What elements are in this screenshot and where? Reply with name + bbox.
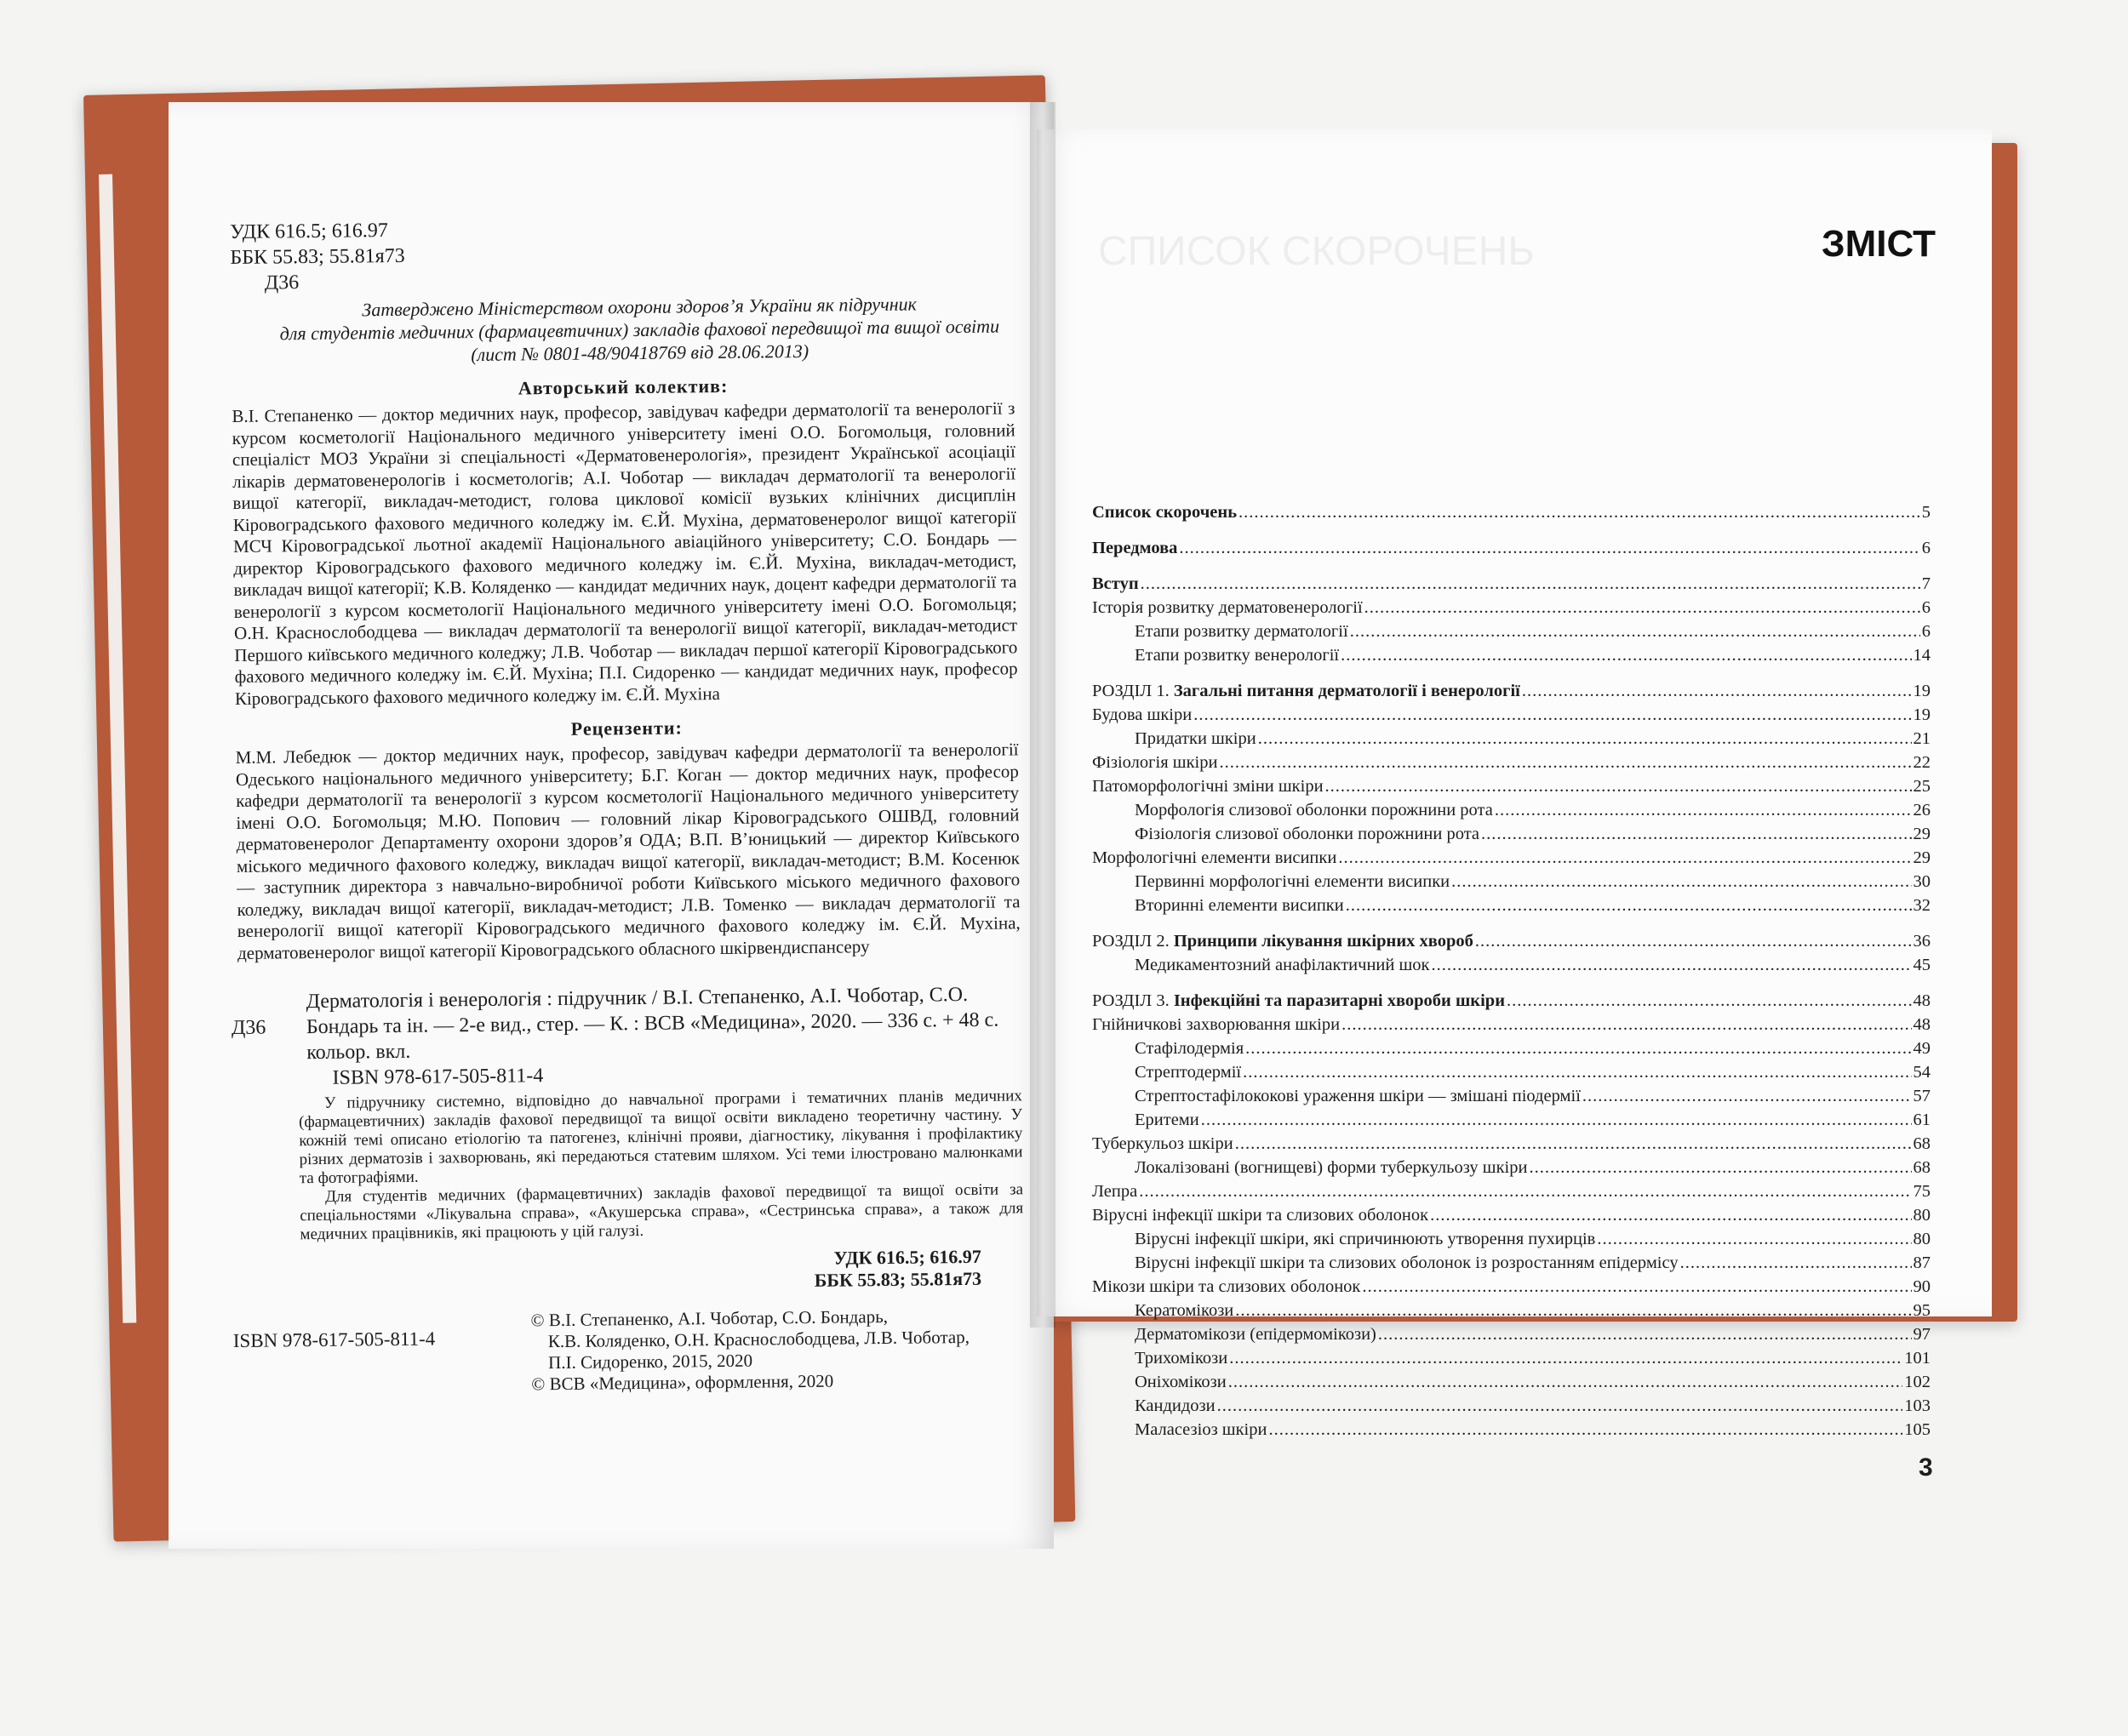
toc-entry-text: Кандидози [1135,1396,1216,1415]
toc-entry-title [1092,989,1505,1013]
bib-description: Дерматологія і венерологія : підручник / В.І. Степаненко, А.І. Чоботар, С.О. Бондарь та ін. — 2-е вид., стер. — К. : ВСВ «Медицина», 2020. — 336 с. + 48 с. кольор. вкл. [306,983,999,1065]
toc-entry-title [1092,1418,1267,1442]
toc-page-number: 36 [1913,932,1931,951]
toc-entry-title [1092,894,1344,917]
toc-entry-title [1092,500,1237,524]
toc-entry-title [1092,1132,1233,1156]
toc-leader-dots [1245,1036,1911,1060]
toc-entry-title [1092,822,1479,846]
author-sign: Д36 [264,271,300,294]
toc-entry-text: Фізіологія шкіри [1092,753,1218,772]
toc-entry [1092,643,1931,667]
toc-entry [1092,727,1931,751]
toc-entry [1092,870,1931,894]
toc-leader-dots [1338,846,1911,870]
toc-leader-dots [1228,1370,1903,1394]
toc-entry-text: Список скорочень [1092,503,1238,522]
toc-entry-title [1092,798,1493,822]
toc-entry [1092,751,1931,774]
toc-entry-text: Еритеми [1135,1111,1199,1129]
toc-leader-dots [1597,1227,1911,1251]
toc-leader-dots [1507,989,1911,1013]
toc-entry [1092,1370,1931,1394]
toc-entry-text: Лепра [1092,1182,1138,1201]
toc-page-number: 48 [1913,991,1931,1010]
toc-entry-text: Етапи розвитку дерматології [1135,622,1348,641]
toc-leader-dots [1451,870,1911,894]
toc-leader-dots [1141,572,1920,596]
toc-entry [1092,536,1931,560]
bib-code: Д36 [231,1016,266,1040]
toc-entry-text: Вірусні інфекції шкіри та слизових оболонок із розростанням епідермісу [1135,1253,1679,1272]
bbk-code-right: ББК 55.83; 55.81я73 [814,1267,982,1291]
toc-entry-text: Стрептостафілококові ураження шкіри — змішані піодермії [1135,1087,1581,1105]
toc-page-number: 101 [1904,1349,1931,1368]
toc-entry-title [1092,1251,1679,1275]
toc-page-number: 80 [1913,1206,1931,1225]
toc-entry-text: Патоморфологічні зміни шкіри [1092,777,1324,796]
toc-entry-title [1092,953,1430,977]
toc-entry [1092,1084,1931,1108]
toc-entry-text: Придатки шкіри [1135,729,1256,748]
toc-page-number: 21 [1913,729,1931,748]
toc-entry-text: Морфологія слизової оболонки порожнини рота [1135,801,1493,819]
toc-entry-text: Стрептодермії [1135,1063,1242,1082]
bib-isbn: ISBN 978-617-505-811-4 [332,1065,544,1089]
toc-entry [1092,1418,1931,1442]
toc-leader-dots [1350,620,1920,643]
toc-leader-dots [1179,536,1919,560]
toc-entry [1092,1132,1931,1156]
copyright-line: © В.І. Степаненко, А.І. Чоботар, С.О. Бондарь, [530,1305,889,1331]
toc-entry-text: Дерматомікози (епідермомікози) [1135,1325,1376,1344]
toc-entry [1092,1108,1931,1132]
toc-entry-text: Передмова [1092,539,1178,557]
toc-entry-title [1092,1036,1244,1060]
toc-entry-title [1092,1322,1376,1346]
toc-entry-title [1092,774,1324,798]
toc-entry-title [1092,572,1139,596]
toc-entry-title [1092,1346,1227,1370]
toc-leader-dots [1201,1108,1912,1132]
toc-entry [1092,774,1931,798]
toc-entry-title [1092,1370,1227,1394]
toc-entry-title [1092,929,1473,953]
reviewers-heading: Рецензенти: [570,717,683,740]
toc-entry-text: Етапи розвитку венерології [1135,646,1340,665]
toc-leader-dots [1475,929,1912,953]
toc-chapter-prefix: РОЗДІЛ 1. [1092,682,1174,700]
toc-page-number: 49 [1913,1039,1931,1058]
isbn: ISBN 978-617-505-811-4 [232,1328,436,1352]
toc-leader-dots [1522,679,1912,703]
toc-entry [1092,1394,1931,1418]
toc-page-number: 90 [1913,1277,1931,1296]
toc-entry-title [1092,1227,1595,1251]
toc-entry-title [1092,846,1336,870]
toc-entry [1092,679,1931,703]
toc-entry [1092,1227,1931,1251]
annotation-text: У підручнику системно, відповідно до навчальної програми і тематичних планів медичних (фармацевтичних) закладів фахової передвищої та вищої освіти викладено теоретичну частину. У кожній темі описано етіологію та патогенез, клінічні прояви, діагностику, лікування і профілактику різних дерматозів і захворювань, які передаються статевим шляхом. Усі теми ілюстровано малюнками та фотографіями. [299,1087,1023,1188]
page-number: 3 [1919,1453,1933,1482]
copyright-line: П.І. Сидоренко, 2015, 2020 [547,1350,753,1373]
toc-page-number: 22 [1913,753,1931,772]
toc-page-number: 103 [1904,1396,1931,1415]
classification-block [230,211,1014,296]
toc-entry-title [1092,1179,1137,1203]
toc-entry-text: Локалізовані (вогнищеві) форми туберкульозу шкіри [1135,1158,1528,1177]
toc-entry [1092,822,1931,846]
toc-entry-title [1092,1156,1527,1179]
toc-leader-dots [1193,703,1911,727]
toc-page-number: 30 [1913,872,1931,891]
bbk-code: ББК 55.83; 55.81я73 [230,244,405,269]
toc-page-number: 19 [1913,682,1931,700]
toc-page-number: 102 [1904,1373,1931,1391]
approval-note [265,291,1015,368]
toc-entry-text: Маласезіоз шкіри [1135,1420,1267,1439]
toc-leader-dots [1495,798,1912,822]
bibliographic-record [231,981,1021,1092]
toc-entry-text: Вірусні інфекції шкіри та слизових оболонок [1092,1206,1429,1225]
toc-entry [1092,572,1931,596]
toc-entry-title [1092,751,1217,774]
toc-page-number: 48 [1913,1015,1931,1034]
toc-entry [1092,1203,1931,1227]
toc-entry [1092,620,1931,643]
toc-entry [1092,953,1931,977]
approval-line: для студентів медичних (фармацевтичних) закладів фахової передвищої та вищої освіти [279,315,1000,345]
toc-entry-title [1092,1299,1233,1322]
toc-page-number: 29 [1913,848,1931,867]
toc-entry-text: Принципи лікування шкірних хвороб [1173,932,1473,951]
toc-entry-title [1092,1108,1199,1132]
reviewers-text: М.М. Лебедюк — доктор медичних наук, професор, завідувач кафедри дерматології та венерології Одеського національного медичного університету; Б.Г. Коган — доктор медичних наук, професор кафедри дерматології та венерології з курсом косметології Національного медичного університету імені О.О. Богомольця; М.Ю. Попович — головний лікар Кіровоградського ОШВД, головний дерматовенеролог Департаменту охорони здоров’я ОДА; В.П. В’юницький — директор Київського міського медичного фахового коледжу, викладач вищої категорії, викладач-методист; В.М. Косенюк — заступник директора з навчально-виробничої роботи Київського міського медичного фахового коледжу, викладач вищої категорії, викладач-методист; Л.В. Томенко — викладач дерматології та венерології вищої категорії Кіровоградського медичного фахового коледжу ім. Є.Й. Мухіна, дерматовенеролог вищої категорії Кіровоградського обласного шкірвендиспансеру [235,739,1021,963]
toc-entry [1092,846,1931,870]
toc-entry [1092,1322,1931,1346]
toc-leader-dots [1430,1203,1911,1227]
toc-leader-dots [1243,1060,1911,1084]
copyright-block [232,1305,1025,1398]
toc-leader-dots [1139,1179,1911,1203]
toc-leader-dots [1346,894,1912,917]
toc-leader-dots [1235,1299,1911,1322]
toc-entry [1092,929,1931,953]
toc-leader-dots [1325,774,1912,798]
toc-leader-dots [1378,1322,1912,1346]
toc-entry [1092,1299,1931,1322]
toc-page-number: 14 [1913,646,1931,665]
toc-page-number: 25 [1913,777,1931,796]
toc-page-number: 68 [1913,1158,1931,1177]
toc-entry-text: Морфологічні елементи висипки [1092,848,1337,867]
udk-code-right: УДК 616.5; 616.97 [833,1245,981,1269]
toc-entry-text: Фізіологія слизової оболонки порожнини рота [1135,825,1480,843]
toc-entry-text: Туберкульоз шкіри [1092,1134,1233,1153]
toc-page-number: 45 [1913,956,1931,974]
toc-page-number: 75 [1913,1182,1931,1201]
toc-entry-text: Мікози шкіри та слизових оболонок [1092,1277,1361,1296]
toc-entry-title [1092,1203,1428,1227]
toc-page-number: 80 [1913,1230,1931,1248]
toc-leader-dots [1217,1394,1903,1418]
toc-entry [1092,1036,1931,1060]
toc-leader-dots [1219,751,1911,774]
toc-leader-dots [1341,643,1911,667]
toc-entry-text: Гнійничкові захворювання шкіри [1092,1015,1341,1034]
toc-leader-dots [1362,1275,1911,1299]
bleed-through-title: СПИСОК СКОРОЧЕНЬ [1098,229,1535,274]
toc-entry [1092,798,1931,822]
left-page-content [230,211,1025,1398]
toc-entry-title [1092,1275,1360,1299]
toc-entry-title [1092,703,1192,727]
toc-entry-title [1092,1394,1216,1418]
toc-entry-title [1092,596,1363,620]
toc-page-number: 54 [1913,1063,1931,1082]
toc-page-number: 6 [1921,622,1931,641]
toc-leader-dots [1432,953,1912,977]
toc-entry-title [1092,679,1520,703]
toc-entry [1092,1179,1931,1203]
toc-entry-text: Вступ [1092,574,1139,593]
table-of-contents [1092,500,1931,1442]
copyright-line: К.В. Коляденко, О.Н. Краснослободцева, Л.В. Чоботар, [547,1326,970,1352]
toc-page-number: 7 [1921,574,1931,593]
toc-leader-dots [1481,822,1911,846]
toc-entry-text: Вторинні елементи висипки [1135,896,1344,915]
toc-leader-dots [1529,1156,1911,1179]
toc-leader-dots [1582,1084,1912,1108]
toc-leader-dots [1680,1251,1912,1275]
toc-page-number: 105 [1904,1420,1931,1439]
toc-entry [1092,1251,1931,1275]
toc-page-number: 26 [1913,801,1931,819]
toc-leader-dots [1268,1418,1902,1442]
toc-entry-title [1092,1013,1340,1036]
toc-entry [1092,1156,1931,1179]
toc-leader-dots [1229,1346,1902,1370]
toc-entry-title [1092,1084,1581,1108]
toc-entry [1092,500,1931,524]
toc-entry-text: Вірусні інфекції шкіри, які спричинюють утворення пухирців [1135,1230,1596,1248]
toc-entry-text: Кератомікози [1135,1301,1234,1320]
toc-leader-dots [1238,500,1920,524]
approval-line: (лист № 0801-48/90418769 від 28.06.2013) [471,340,809,366]
toc-entry-text: Загальні питання дерматології і венерології [1173,682,1520,700]
toc-entry-title [1092,1060,1241,1084]
toc-page-number: 6 [1921,598,1931,617]
toc-entry [1092,1013,1931,1036]
toc-entry-text: Медикаментозний анафілактичний шок [1135,956,1430,974]
authors-text: В.І. Степаненко — доктор медичних наук, професор, завідувач кафедри дерматології та венерології з курсом косметології Національного медичного університету імені О.О. Богомольця, головний спеціаліст МОЗ України зі спеціальності «Дерматовенерологія», президент Української асоціації лікарів дерматовенерологів і косметологів; А.І. Чоботар — викладач дерматології та венерології вищої категорії, викладач-методист, голова циклової комісії вузьких клінічних дисциплін Кіровоградського фахового медичного коледжу ім. Є.Й. Мухіна, дерматовенеролог вищої категорії МСЧ Кіровоградської льотної академії Національного авіаційного університету; С.О. Бондарь — директор Кіровоградського фахового медичного коледжу ім. Є.Й. Мухіна, викладач-методист, викладач вищої категорії; К.В. Коляденко — кандидат медичних наук, доцент кафедри дерматології та венерології з курсом косметології Національного медичного університету імені О.О. Богомольця; О.Н. Краснослободцева — викладач дерматології та венерології вищої категорії, викладач-методист Першого київського медичного коледжу; Л.В. Чоботар — викладач першої категорії Кіровоградського фахового медичного коледжу ім. Є.Й. Мухіна; П.І. Сидоренко — кандидат медичних наук, професор Кіровоградського фахового медичного коледжу ім. Є.Й. Мухіна [232,397,1018,709]
udk-code: УДК 616.5; 616.97 [230,220,388,243]
toc-page-number: 87 [1913,1253,1931,1272]
toc-page-number: 29 [1913,825,1931,843]
toc-entry-text: Стафілодермія [1135,1039,1244,1058]
toc-chapter-prefix: РОЗДІЛ 2. [1092,932,1174,951]
toc-leader-dots [1364,596,1920,620]
toc-leader-dots [1341,1013,1911,1036]
page-title: ЗМІСТ [1822,223,1936,265]
toc-leader-dots [1258,727,1912,751]
copyright-line: © ВСВ «Медицина», оформлення, 2020 [531,1370,834,1395]
toc-entry [1092,1346,1931,1370]
book-gutter [1030,102,1055,1328]
annotation-audience: Для студентів медичних (фармацевтичних) закладів фахової передвищої та вищої освіти за спеціальностями «Лікувальна справа», «Акушерська справа», «Сестринська справа», а також для медичних працівників, які працюють у цій галузі. [300,1180,1024,1244]
toc-entry-text: Історія розвитку дерматовенерології [1092,598,1363,617]
toc-page-number: 6 [1921,539,1931,557]
toc-entry-text: Оніхомікози [1135,1373,1227,1391]
toc-page-number: 32 [1913,896,1931,915]
toc-entry [1092,703,1931,727]
toc-page-number: 97 [1913,1325,1931,1344]
toc-entry-text: Інфекційні та паразитарні хвороби шкіри [1173,991,1506,1010]
approval-line: Затверджено Міністерством охорони здоров’я України як підручник [362,293,917,321]
toc-entry-text: Будова шкіри [1092,705,1193,724]
toc-page-number: 95 [1913,1301,1931,1320]
toc-leader-dots [1235,1132,1912,1156]
toc-entry [1092,596,1931,620]
toc-entry [1092,989,1931,1013]
toc-entry-title [1092,536,1177,560]
toc-entry-title [1092,727,1256,751]
toc-page-number: 57 [1913,1087,1931,1105]
toc-entry [1092,1060,1931,1084]
toc-entry [1092,1275,1931,1299]
toc-page-number: 61 [1913,1111,1931,1129]
authors-heading: Авторський колектив: [518,374,729,399]
toc-page-number: 5 [1921,503,1931,522]
toc-entry-title [1092,620,1348,643]
toc-entry [1092,894,1931,917]
toc-entry-title [1092,643,1339,667]
toc-entry-text: Первинні морфологічні елементи висипки [1135,872,1450,891]
annotation [239,1087,1024,1245]
toc-entry-text: Трихомікози [1135,1349,1228,1368]
toc-page-number: 68 [1913,1134,1931,1153]
toc-chapter-prefix: РОЗДІЛ 3. [1092,991,1174,1010]
toc-entry-title [1092,870,1450,894]
toc-page-number: 19 [1913,705,1931,724]
classification-repeat [241,1245,1024,1298]
